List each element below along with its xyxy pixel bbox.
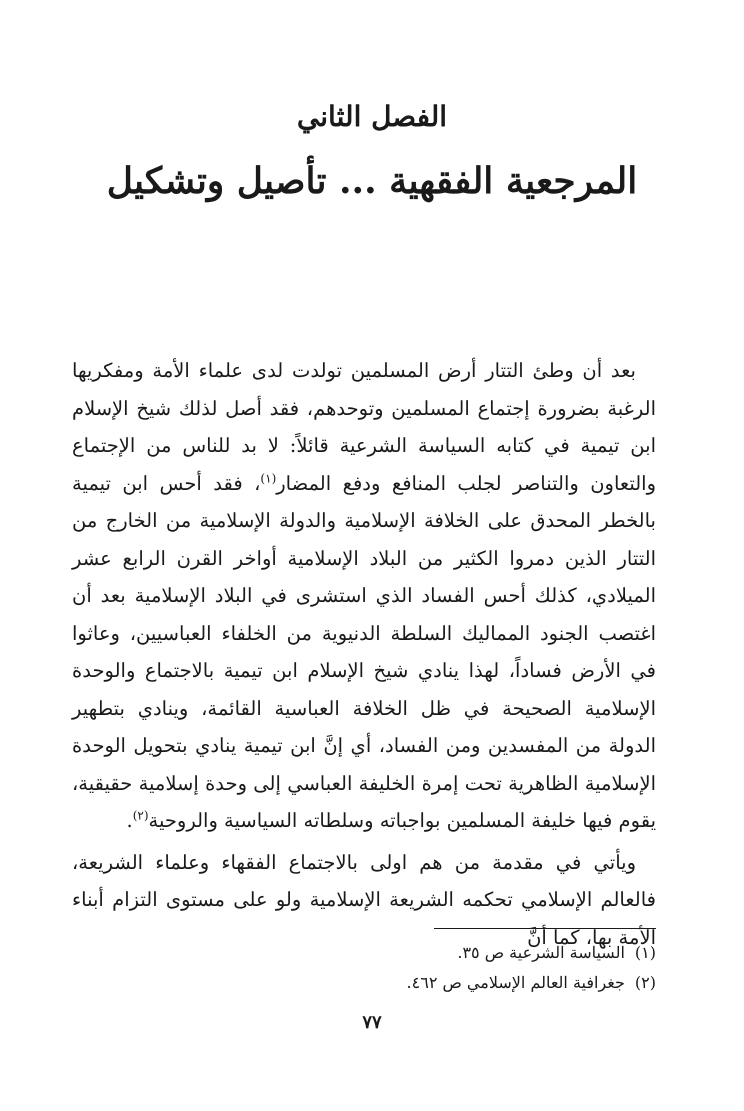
footnote-2 bbox=[96, 968, 656, 998]
paragraph-1-part-1: بعد أن وطئ التتار أرض المسلمين تولدت لدى علماء الأمة ومفكريها الرغبة بضرورة إجتماع المسلمين وتوحدهم، فقد أصل لذلك شيخ الإسلام ابن تيمية في كتابه السياسة الشرعية قائلاً: لا بد للناس من الإجتماع والتعاون والتناصر لجلب المنافع ودفع المضار bbox=[72, 359, 656, 495]
footnote-text: جغرافية العالم الإسلامي ص ٤٦٢. bbox=[406, 973, 625, 992]
chapter-title: المرجعية الفقهية ... تأصيل وتشكيل bbox=[106, 160, 638, 202]
footnote-number: (١) bbox=[634, 943, 656, 962]
footnote-divider bbox=[434, 928, 656, 929]
paragraph-1-part-3: . bbox=[126, 809, 133, 832]
page-number: ٧٧ bbox=[362, 1012, 382, 1033]
body-text bbox=[72, 352, 656, 956]
paragraph-1-part-2: ، فقد أحس ابن تيمية بالخطر المحدق على الخلافة الإسلامية والدولة الإسلامية من الخارج من التتار الذين دمروا الكثير من البلاد الإسلامية أواخر القرن الرابع عشر الميلادي، كذلك أحس الفساد الذي استشرى في البلاد الإسلامية بعد أن اغتصب الجنود المماليك السلطة الدنيوية من الخلفاء العباسيين، وعاثوا في الأرض فساداً، لهذا ينادي شيخ الإسلام ابن تيمية بالاجتماع والوحدة الإسلامية الصحيحة في ظل الخلافة العباسية القائمة، وينادي بتطهير الدولة من المفسدين ومن الفساد، أي إنَّ ابن تيمية ينادي بتحويل الوحدة الإسلامية الظاهرية تحت إمرة الخليفة العباسي إلى وحدة إسلامية حقيقية، يقوم فيها خليفة المسلمين بواجباته وسلطاته السياسية والروحية bbox=[72, 471, 656, 832]
footnotes bbox=[96, 938, 656, 998]
footnote-ref-1: (١) bbox=[260, 471, 277, 485]
chapter-label: الفصل الثاني bbox=[296, 100, 448, 133]
paragraph-1 bbox=[72, 352, 656, 840]
footnote-1 bbox=[96, 938, 656, 968]
footnote-ref-2: (٢) bbox=[132, 808, 149, 823]
paragraph-2: ويأتي في مقدمة من هم اولى بالاجتماع الفقهاء وعلماء الشريعة، فالعالم الإسلامي تحكمه الشريعة الإسلامية ولو على مستوى التزام أبناء الأمة بها، كما أنَّ bbox=[72, 850, 656, 949]
footnote-text: السياسة الشرعية ص ٣٥. bbox=[457, 943, 625, 962]
footnote-number: (٢) bbox=[634, 973, 656, 992]
